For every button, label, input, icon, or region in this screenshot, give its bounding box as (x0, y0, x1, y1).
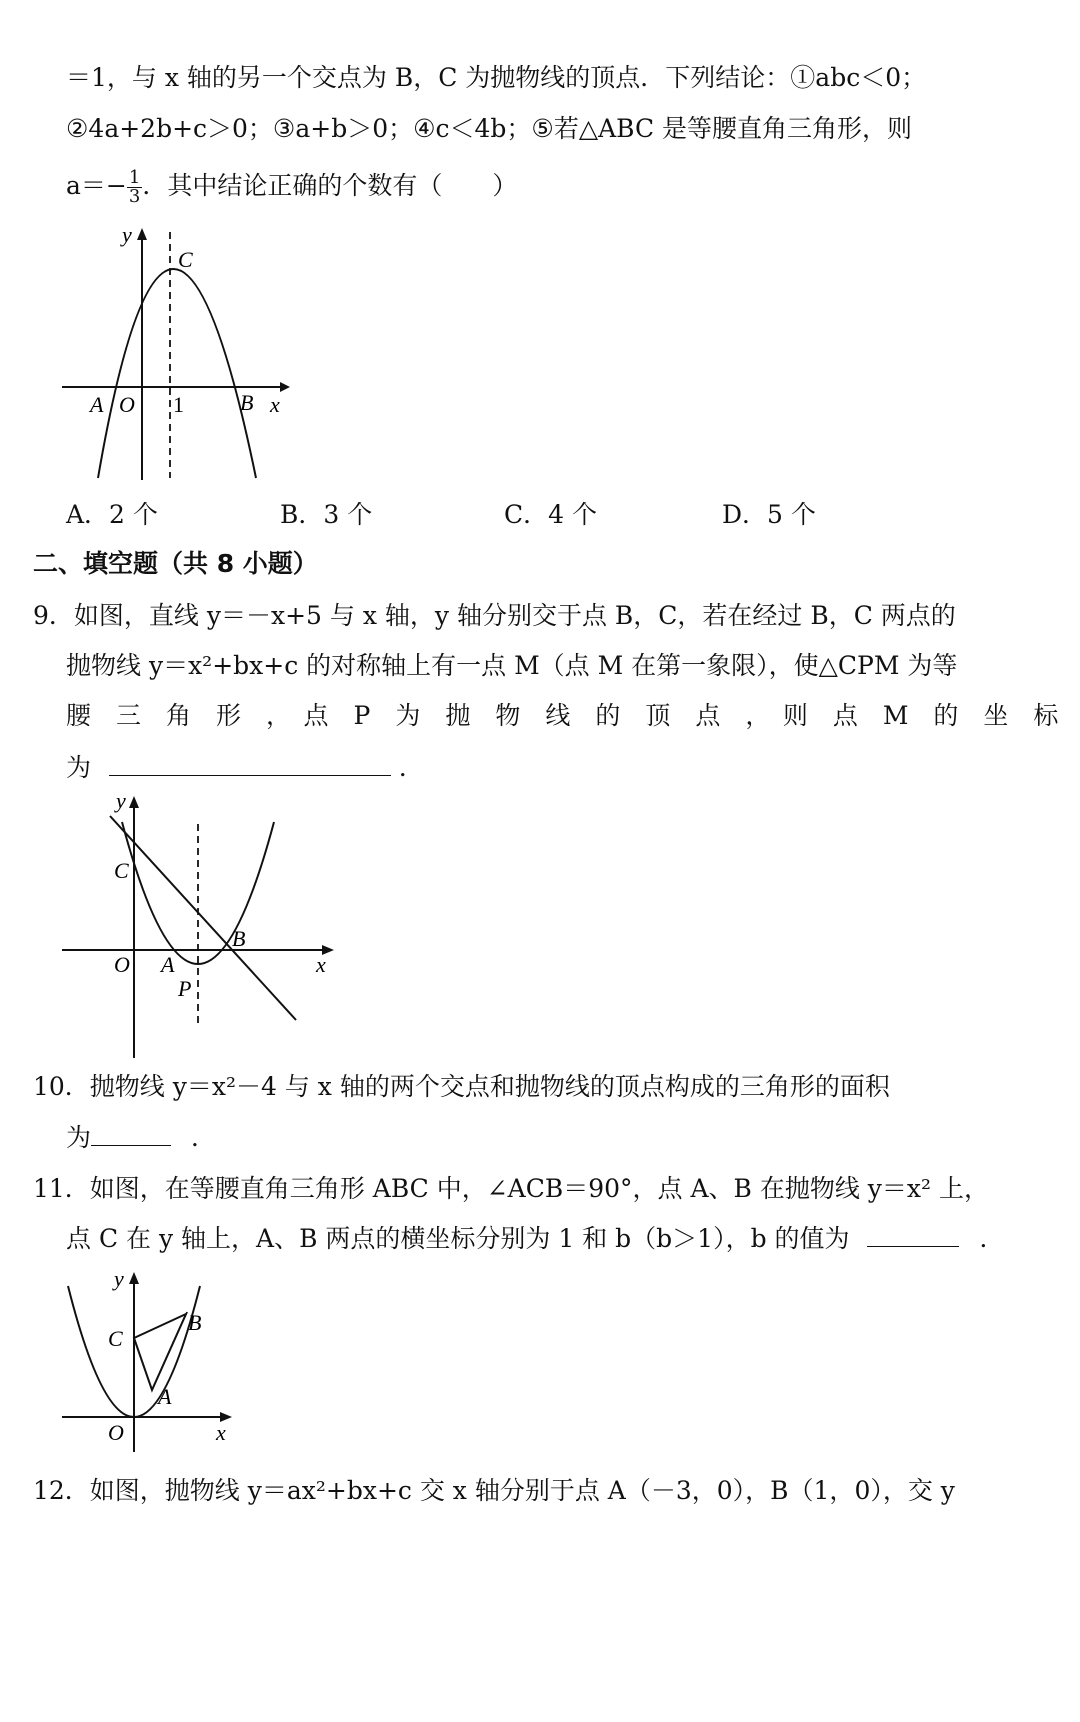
q11-text-line-1: 11．如图，在等腰直角三角形 ABC 中，∠ACB＝90°，点 A、B 在抛物线 y＝x² 上， (33, 1174, 989, 1203)
q10-text-line-1: 10．抛物线 y＝x²－4 与 x 轴的两个交点和抛物线的顶点构成的三角形的面积 (33, 1072, 890, 1101)
label-A: A (90, 392, 104, 417)
triangle-abc (134, 1314, 186, 1390)
q12-text-line-1: 12．如图，抛物线 y＝ax²+bx+c 交 x 轴分别于点 A（－3，0），B（1，0），交 y (33, 1476, 955, 1505)
option-c[interactable]: C．4 个 (504, 500, 597, 529)
label-O: O (114, 952, 130, 977)
q8-question-suffix: ．其中结论正确的个数有（ ） (142, 171, 518, 200)
label-C: C (114, 858, 129, 883)
q8-parabola-figure (58, 220, 298, 490)
y-axis-arrow (129, 1272, 139, 1284)
parabola-curve (98, 269, 256, 478)
label-x: x (270, 392, 280, 417)
q11-triangle-parabola-figure (58, 1264, 248, 1454)
q10-answer-blank[interactable] (91, 1121, 171, 1146)
q8-text-line-1: ＝1，与 x 轴的另一个交点为 B，C 为抛物线的顶点．下列结论：①abc＜0； (66, 63, 927, 92)
label-B: B (240, 390, 254, 415)
label-O: O (108, 1420, 124, 1445)
q11-answer-blank[interactable] (867, 1222, 959, 1247)
q9-parabola-line-figure (58, 788, 348, 1063)
parabola-curve (122, 822, 274, 964)
q9-answer-prefix: 为 (66, 753, 92, 782)
label-y: y (122, 222, 132, 247)
fraction-numerator: 1 (128, 167, 141, 188)
q11-text-line-2 (66, 1221, 1004, 1257)
label-B: B (188, 1310, 202, 1335)
label-C: C (178, 247, 193, 272)
q8-text-line-3 (66, 168, 517, 206)
label-x: x (316, 952, 326, 977)
label-1: 1 (173, 392, 184, 417)
q10-answer-prefix: 为 (66, 1123, 92, 1152)
x-axis-arrow (280, 382, 290, 392)
fraction-one-third (127, 169, 142, 206)
section-title: 二、填空题（共 8 小题） (33, 549, 318, 578)
q9-text-line-2: 抛物线 y＝x²+bx+c 的对称轴上有一点 M（点 M 在第一象限），使△CPM 为等 (66, 651, 958, 680)
q10-text-line-2 (66, 1120, 216, 1156)
y-axis-arrow (129, 796, 139, 808)
q8-answer-prefix: a＝− (66, 171, 127, 200)
option-a[interactable]: A．2 个 (66, 500, 158, 529)
q9-answer-blank[interactable] (109, 751, 391, 776)
fraction-denominator: 3 (128, 186, 141, 207)
label-A: A (158, 1384, 172, 1409)
label-C: C (108, 1326, 123, 1351)
label-y: y (114, 1266, 124, 1291)
label-B: B (232, 926, 246, 951)
q8-text-line-2: ②4a+2b+c＞0；③a+b＞0；④c＜4b；⑤若△ABC 是等腰直角三角形，则 (66, 114, 913, 143)
label-A: A (161, 952, 175, 977)
label-y: y (116, 788, 126, 813)
y-axis-arrow (137, 228, 147, 240)
q9-text-line-3: 腰 三 角 形 ， 点 P 为 抛 物 线 的 顶 点 ， 则 点 M 的 坐 标 (66, 701, 1059, 730)
label-O: O (119, 392, 135, 417)
q11-question-text: 点 C 在 y 轴上，A、B 两点的横坐标分别为 1 和 b（b＞1），b 的值为 (66, 1224, 850, 1253)
q9-text-line-1: 9．如图，直线 y＝－x+5 与 x 轴，y 轴分别交于点 B，C，若在经过 B，C 两点的 (33, 601, 956, 630)
label-x: x (216, 1420, 226, 1445)
label-P: P (178, 976, 192, 1001)
q11-period: ． (979, 1224, 1005, 1253)
option-b[interactable]: B．3 个 (280, 500, 373, 529)
q10-period: ． (190, 1123, 216, 1152)
q9-period: ． (398, 753, 424, 782)
option-d[interactable]: D．5 个 (722, 500, 816, 529)
q9-text-line-4 (66, 750, 424, 786)
